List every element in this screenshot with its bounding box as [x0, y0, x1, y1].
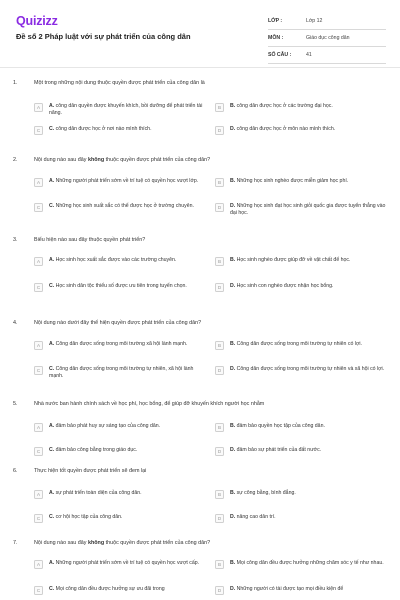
option-letter-dot: .: [233, 423, 237, 429]
option-letter-badge[interactable]: B: [215, 257, 224, 266]
option-body: Công dân được sống trong môi trường tự nhiên có lợi.: [236, 341, 362, 347]
option-letter: A: [49, 103, 53, 109]
option-text: [230, 514, 276, 521]
option-text: [230, 560, 384, 567]
option-letter-badge[interactable]: B: [215, 423, 224, 432]
option-letter-badge[interactable]: C: [34, 514, 43, 523]
option-letter: C: [49, 126, 53, 132]
answer-option[interactable]: [34, 341, 206, 350]
option-body: Những học sinh nghèo được miễn giảm học phí.: [236, 178, 349, 184]
option-letter-badge[interactable]: D: [215, 514, 224, 523]
option-body: công dân được học ở môn nào mình thích.: [236, 126, 336, 132]
answer-option[interactable]: [215, 423, 387, 432]
answer-option[interactable]: [215, 366, 387, 375]
option-letter-badge[interactable]: C: [34, 283, 43, 292]
answer-option[interactable]: [215, 490, 387, 499]
option-letter: D: [230, 126, 234, 132]
option-letter: A: [49, 490, 53, 496]
answer-option[interactable]: [34, 423, 206, 432]
option-text: [49, 178, 198, 185]
question-text: [34, 401, 384, 407]
option-text: [49, 257, 176, 264]
option-body: công dân quyền được khuyến khích, bồi dưỡng để phát triển tài năng.: [49, 103, 203, 116]
option-letter-dot: .: [52, 341, 56, 347]
option-body: Công dân được sống trong môi trường xã hội lành mạnh.: [55, 341, 188, 347]
option-letter-badge[interactable]: A: [34, 178, 43, 187]
option-letter-badge[interactable]: A: [34, 423, 43, 432]
option-body: Học sinh học xuất sắc được vào các trường chuyên.: [55, 257, 177, 263]
question-text-part: Nội dung nào sau đây: [34, 540, 88, 546]
option-letter: B: [230, 423, 234, 429]
option-letter: C: [49, 514, 53, 520]
answer-option[interactable]: [215, 560, 387, 569]
answer-option[interactable]: [34, 490, 206, 499]
answer-option[interactable]: [34, 178, 206, 187]
option-text: [49, 283, 187, 290]
option-text: [49, 560, 199, 567]
question-text-part: Một trong những nội dung thuộc quyền được phát triển của công dân là: [34, 80, 205, 86]
answer-option[interactable]: [215, 103, 387, 112]
option-letter-badge[interactable]: A: [34, 103, 43, 112]
option-text: [230, 366, 384, 373]
option-body: Mọi công dân đều được hưởng sự ưu đãi trong: [55, 586, 165, 592]
meta-row-subject: [268, 30, 386, 47]
option-letter-dot: .: [233, 283, 237, 289]
option-letter: B: [230, 257, 234, 263]
option-letter-dot: .: [52, 423, 56, 429]
meta-label: MÔN :: [268, 35, 284, 41]
option-letter-dot: .: [233, 560, 237, 566]
option-letter-dot: .: [52, 514, 56, 520]
option-letter-dot: .: [233, 447, 237, 453]
question-text-part: Nhà nước ban hành chính sách về học phí, học bổng, để giúp đỡ khuyến khích người học nhằm: [34, 401, 265, 407]
option-letter-dot: .: [233, 257, 237, 263]
option-letter-badge[interactable]: A: [34, 257, 43, 266]
question-text-part: thuộc quyền được phát triển của công dân?: [104, 157, 211, 163]
option-letter: C: [49, 366, 53, 372]
answer-option[interactable]: [215, 257, 387, 266]
option-letter: C: [49, 283, 53, 289]
option-body: Công dân được sống trong môi trường tự nhiên và xã hội có lợi.: [236, 366, 385, 372]
option-body: Mọi công dân đều được hưởng những chăm sóc y tế như nhau.: [236, 560, 384, 566]
meta-value: Lớp 12: [306, 18, 323, 24]
answer-option[interactable]: [215, 283, 387, 292]
option-text: [49, 490, 142, 497]
meta-label: LỚP :: [268, 18, 283, 24]
option-letter: A: [49, 178, 53, 184]
option-text: [230, 103, 333, 110]
option-text: [230, 586, 343, 593]
option-body: nâng cao dân trí.: [236, 514, 276, 520]
question-text: [34, 320, 384, 326]
question-number: 6.: [13, 468, 18, 474]
option-letter: B: [230, 490, 234, 496]
answer-option[interactable]: [215, 341, 387, 350]
option-letter-badge[interactable]: D: [215, 586, 224, 595]
question-text: [34, 157, 384, 163]
option-body: đảm bảo quyền học tập của công dân.: [236, 423, 325, 429]
meta-value: Giáo dục công dân: [306, 35, 350, 41]
option-text: [49, 447, 137, 454]
meta-row-class: [268, 13, 386, 30]
option-text: [230, 490, 296, 497]
option-letter: D: [230, 283, 234, 289]
option-text: [230, 203, 387, 217]
option-letter: C: [49, 447, 53, 453]
meta-label: SỐ CÂU :: [268, 52, 292, 58]
option-letter-dot: .: [233, 490, 237, 496]
option-letter-badge[interactable]: C: [34, 586, 43, 595]
option-text: [230, 423, 325, 430]
option-letter-dot: .: [233, 126, 237, 132]
option-letter-dot: .: [233, 514, 237, 520]
option-letter-dot: .: [52, 203, 56, 209]
question-text: [34, 540, 384, 546]
answer-option[interactable]: [34, 126, 206, 135]
question-number: 5.: [13, 401, 18, 407]
option-text: [49, 423, 160, 430]
option-letter-badge[interactable]: C: [34, 447, 43, 456]
answer-option[interactable]: [34, 283, 206, 292]
option-letter-badge[interactable]: D: [215, 203, 224, 212]
question-text-part: Biểu hiện nào sau đây thuộc quyền phát triển?: [34, 237, 146, 243]
option-letter: A: [49, 341, 53, 347]
answer-option[interactable]: [34, 103, 206, 117]
option-body: Những người phát triển sớm về trí tuệ có quyền học vượt cấp.: [55, 560, 200, 566]
option-text: [230, 178, 348, 185]
answer-option[interactable]: [215, 586, 387, 595]
question-number: 7.: [13, 540, 18, 546]
option-body: công dân được học ở các trường đại học.: [236, 103, 333, 109]
question-text-part: Nội dung nào sau đây: [34, 157, 88, 163]
option-letter-dot: .: [233, 341, 237, 347]
option-letter-dot: .: [52, 103, 56, 109]
answer-option[interactable]: [34, 586, 206, 595]
option-letter-dot: .: [233, 366, 237, 372]
option-letter-badge[interactable]: A: [34, 341, 43, 350]
option-letter-dot: .: [52, 126, 56, 132]
option-text: [49, 203, 194, 210]
answer-option[interactable]: [34, 514, 206, 523]
option-text: [49, 341, 187, 348]
option-letter: D: [230, 366, 234, 372]
option-letter-dot: .: [52, 178, 56, 184]
worksheet-header: [0, 0, 400, 68]
option-letter-badge[interactable]: D: [215, 447, 224, 456]
option-text: [49, 103, 206, 117]
question-number: 1.: [13, 80, 18, 86]
answer-option[interactable]: [215, 178, 387, 187]
question-text-part: Thực hiện tốt quyền được phát triển sẽ đem lại: [34, 468, 147, 474]
option-letter-dot: .: [52, 366, 56, 372]
question-emphasis: không: [87, 540, 105, 546]
option-letter: B: [230, 560, 234, 566]
option-body: công dân được học ở nơi nào mình thích.: [55, 126, 152, 132]
answer-option[interactable]: [34, 203, 206, 212]
option-body: Những người phát triển sớm về trí tuệ có quyền học vượt lớp.: [55, 178, 199, 184]
option-body: đảm bảo phát huy sự sáng tạo của công dân.: [55, 423, 161, 429]
option-letter-badge[interactable]: B: [215, 560, 224, 569]
option-letter-badge[interactable]: B: [215, 490, 224, 499]
option-body: Những học sinh xuất sắc có thể được học ở trường chuyên.: [55, 203, 194, 209]
option-body: sự phát triển toàn diện của công dân.: [55, 490, 142, 496]
option-letter-dot: .: [52, 560, 56, 566]
option-body: đảm bảo sự phát triển của đất nước.: [236, 447, 322, 453]
answer-option[interactable]: [215, 126, 387, 135]
option-text: [230, 447, 321, 454]
option-letter-badge[interactable]: A: [34, 560, 43, 569]
option-letter-dot: .: [233, 178, 237, 184]
option-letter-badge[interactable]: D: [215, 366, 224, 375]
option-text: [230, 341, 362, 348]
question-text-part: thuộc quyền được phát triển của công dân?: [104, 540, 211, 546]
meta-row-count: [268, 47, 386, 64]
question-emphasis: không: [87, 157, 105, 163]
option-letter: A: [49, 560, 53, 566]
option-body: Công dân được sống trong môi trường tự nhiên, xã hội lành mạnh.: [49, 366, 194, 379]
question-text: [34, 237, 384, 243]
option-letter: B: [230, 341, 234, 347]
worksheet-title: Đề số 2 Pháp luật với sự phát triển của công dân: [16, 32, 191, 41]
option-text: [230, 283, 334, 290]
answer-option[interactable]: [34, 560, 206, 569]
meta-value: 41: [306, 52, 312, 58]
option-text: [230, 126, 335, 133]
option-letter-badge[interactable]: C: [34, 126, 43, 135]
option-letter-dot: .: [52, 283, 56, 289]
option-letter: B: [230, 103, 234, 109]
option-letter-dot: .: [52, 490, 56, 496]
option-text: [49, 126, 152, 133]
option-letter: C: [49, 586, 53, 592]
answer-option[interactable]: [34, 447, 206, 456]
option-letter-dot: .: [52, 257, 56, 263]
option-text: [49, 514, 123, 521]
option-body: Những người có tài được tạo mọi điều kiện để: [236, 586, 344, 592]
option-letter-dot: .: [233, 203, 237, 209]
option-letter: D: [230, 586, 234, 592]
option-body: Học sinh nghèo được giúp đỡ về vật chất để học.: [236, 257, 351, 263]
question-text: [34, 80, 384, 86]
option-letter-dot: .: [52, 586, 56, 592]
option-letter-badge[interactable]: B: [215, 178, 224, 187]
option-letter-badge[interactable]: C: [34, 203, 43, 212]
quizizz-logo: Quizizz: [16, 14, 58, 28]
option-letter-dot: .: [233, 103, 237, 109]
option-body: cơ hội học tập của công dân.: [55, 514, 123, 520]
question-text-part: Nội dung nào dưới đây thể hiện quyền được phát triển của công dân?: [34, 320, 202, 326]
option-letter-dot: .: [52, 447, 56, 453]
option-letter-badge[interactable]: B: [215, 341, 224, 350]
option-body: Những học sinh đạt học sinh giỏi quốc gia được tuyển thẳng vào đại học.: [230, 203, 386, 216]
option-letter: D: [230, 514, 234, 520]
question-number: 4.: [13, 320, 18, 326]
option-letter: D: [230, 447, 234, 453]
option-letter-dot: .: [233, 586, 237, 592]
worksheet-meta: [268, 13, 386, 64]
option-text: [49, 586, 165, 593]
answer-option[interactable]: [215, 447, 387, 456]
option-letter: A: [49, 257, 53, 263]
option-letter-badge[interactable]: C: [34, 366, 43, 375]
option-text: [49, 366, 206, 380]
answer-option[interactable]: [34, 257, 206, 266]
answer-option[interactable]: [215, 203, 387, 217]
option-body: sự công bằng, bình đẳng.: [236, 490, 296, 496]
question-text: [34, 468, 384, 474]
answer-option[interactable]: [34, 366, 206, 380]
option-text: [230, 257, 350, 264]
option-letter-badge[interactable]: D: [215, 283, 224, 292]
question-number: 3.: [13, 237, 18, 243]
option-body: đảm bảo công bằng trong giáo dục.: [55, 447, 138, 453]
answer-option[interactable]: [215, 514, 387, 523]
option-body: Học sinh con nghèo được nhận học bổng.: [236, 283, 334, 289]
option-letter: A: [49, 423, 53, 429]
option-body: Học sinh dân tộc thiểu số được ưu tiên trong tuyển chọn.: [55, 283, 187, 289]
option-letter-badge[interactable]: B: [215, 103, 224, 112]
option-letter: C: [49, 203, 53, 209]
option-letter: B: [230, 178, 234, 184]
option-letter-badge[interactable]: A: [34, 490, 43, 499]
question-number: 2.: [13, 157, 18, 163]
option-letter-badge[interactable]: D: [215, 126, 224, 135]
option-letter: D: [230, 203, 234, 209]
